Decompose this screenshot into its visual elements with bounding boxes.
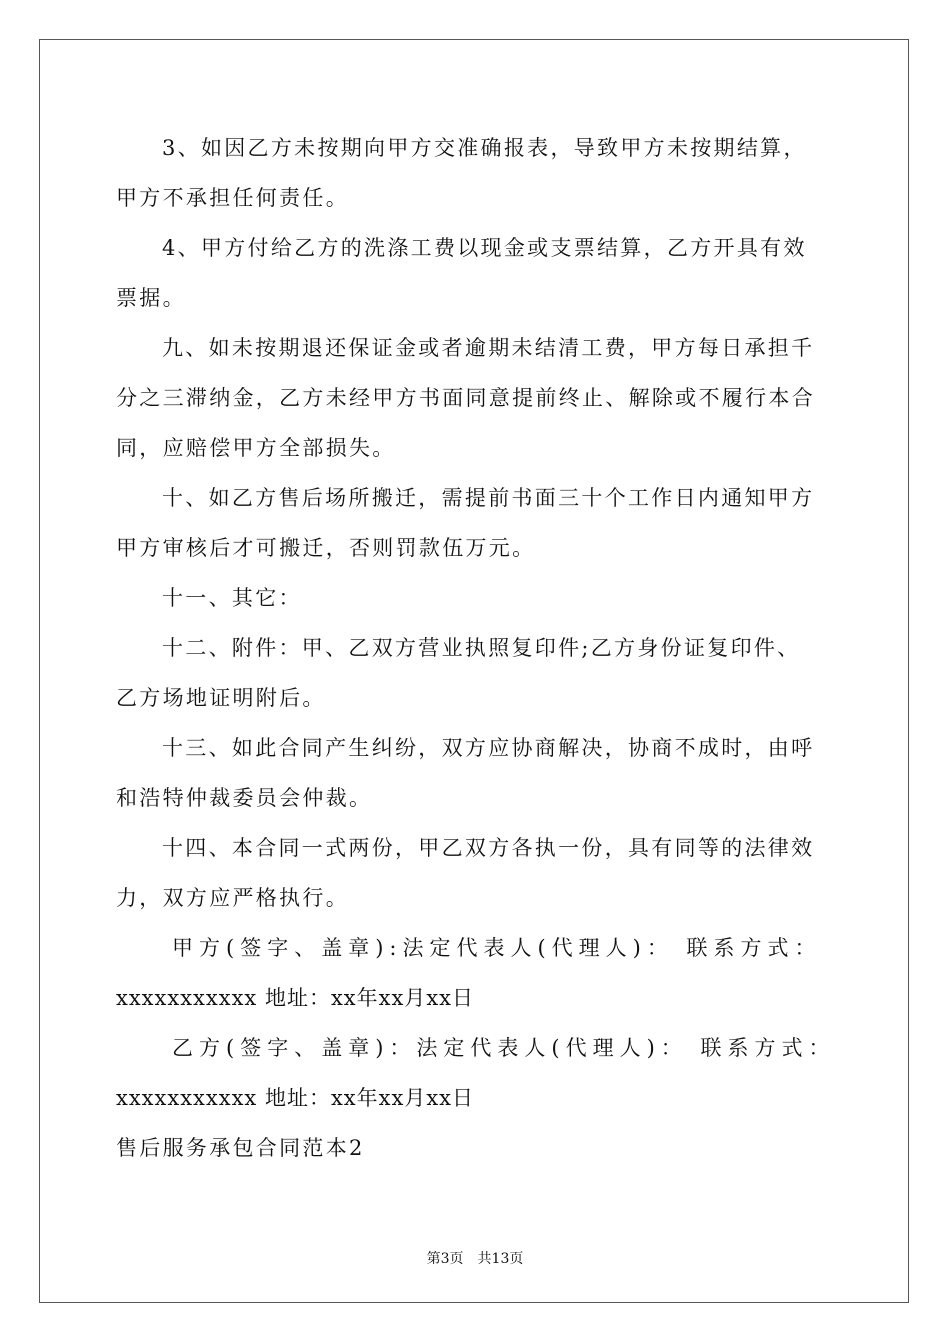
document-body bbox=[116, 123, 836, 1173]
text-line: 十四、本合同一式两份，甲乙双方各执一份，具有同等的法律效 bbox=[162, 836, 815, 860]
text-line: 票据。 bbox=[116, 286, 186, 310]
text-line: 十一、其它： bbox=[162, 586, 302, 610]
party-b-address-line: xxxxxxxxxxx 地址：xx年xx月xx日 bbox=[116, 1086, 475, 1110]
text-line: 十、如乙方售后场所搬迁，需提前书面三十个工作日内通知甲方 bbox=[162, 486, 815, 510]
text-line: 乙方场地证明附后。 bbox=[116, 686, 326, 710]
text-line: 甲方不承担任何责任。 bbox=[116, 186, 349, 210]
party-b-signature-line: 乙方(签字、盖章)：法定代表人(代理人)： 联系方式： bbox=[172, 1036, 836, 1060]
text-line: 同，应赔偿甲方全部损失。 bbox=[116, 436, 396, 460]
party-a-signature-line: 甲方(签字、盖章):法定代表人(代理人)： 联系方式： bbox=[172, 936, 822, 960]
text-line: 4、甲方付给乙方的洗涤工费以现金或支票结算，乙方开具有效 bbox=[162, 236, 807, 260]
text-line: 分之三滞纳金，乙方未经甲方书面同意提前终止、解除或不履行本合 bbox=[116, 386, 815, 410]
text-line: 甲方审核后才可搬迁，否则罚款伍万元。 bbox=[116, 536, 536, 560]
text-line: 十二、附件：甲、乙双方营业执照复印件;乙方身份证复印件、 bbox=[162, 636, 801, 660]
page-number: 第3页 共13页 bbox=[426, 1251, 524, 1267]
party-a-address-line: xxxxxxxxxxx 地址：xx年xx月xx日 bbox=[116, 986, 475, 1010]
section-title: 售后服务承包合同范本2 bbox=[116, 1136, 365, 1160]
text-line: 九、如未按期退还保证金或者逾期未结清工费，甲方每日承担千 bbox=[162, 336, 815, 360]
text-line: 和浩特仲裁委员会仲裁。 bbox=[116, 786, 373, 810]
text-line: 力，双方应严格执行。 bbox=[116, 886, 349, 910]
text-line: 3、如因乙方未按期向甲方交准确报表，导致甲方未按期结算， bbox=[162, 136, 807, 160]
text-line: 十三、如此合同产生纠纷，双方应协商解决，协商不成时，由呼 bbox=[162, 736, 815, 760]
